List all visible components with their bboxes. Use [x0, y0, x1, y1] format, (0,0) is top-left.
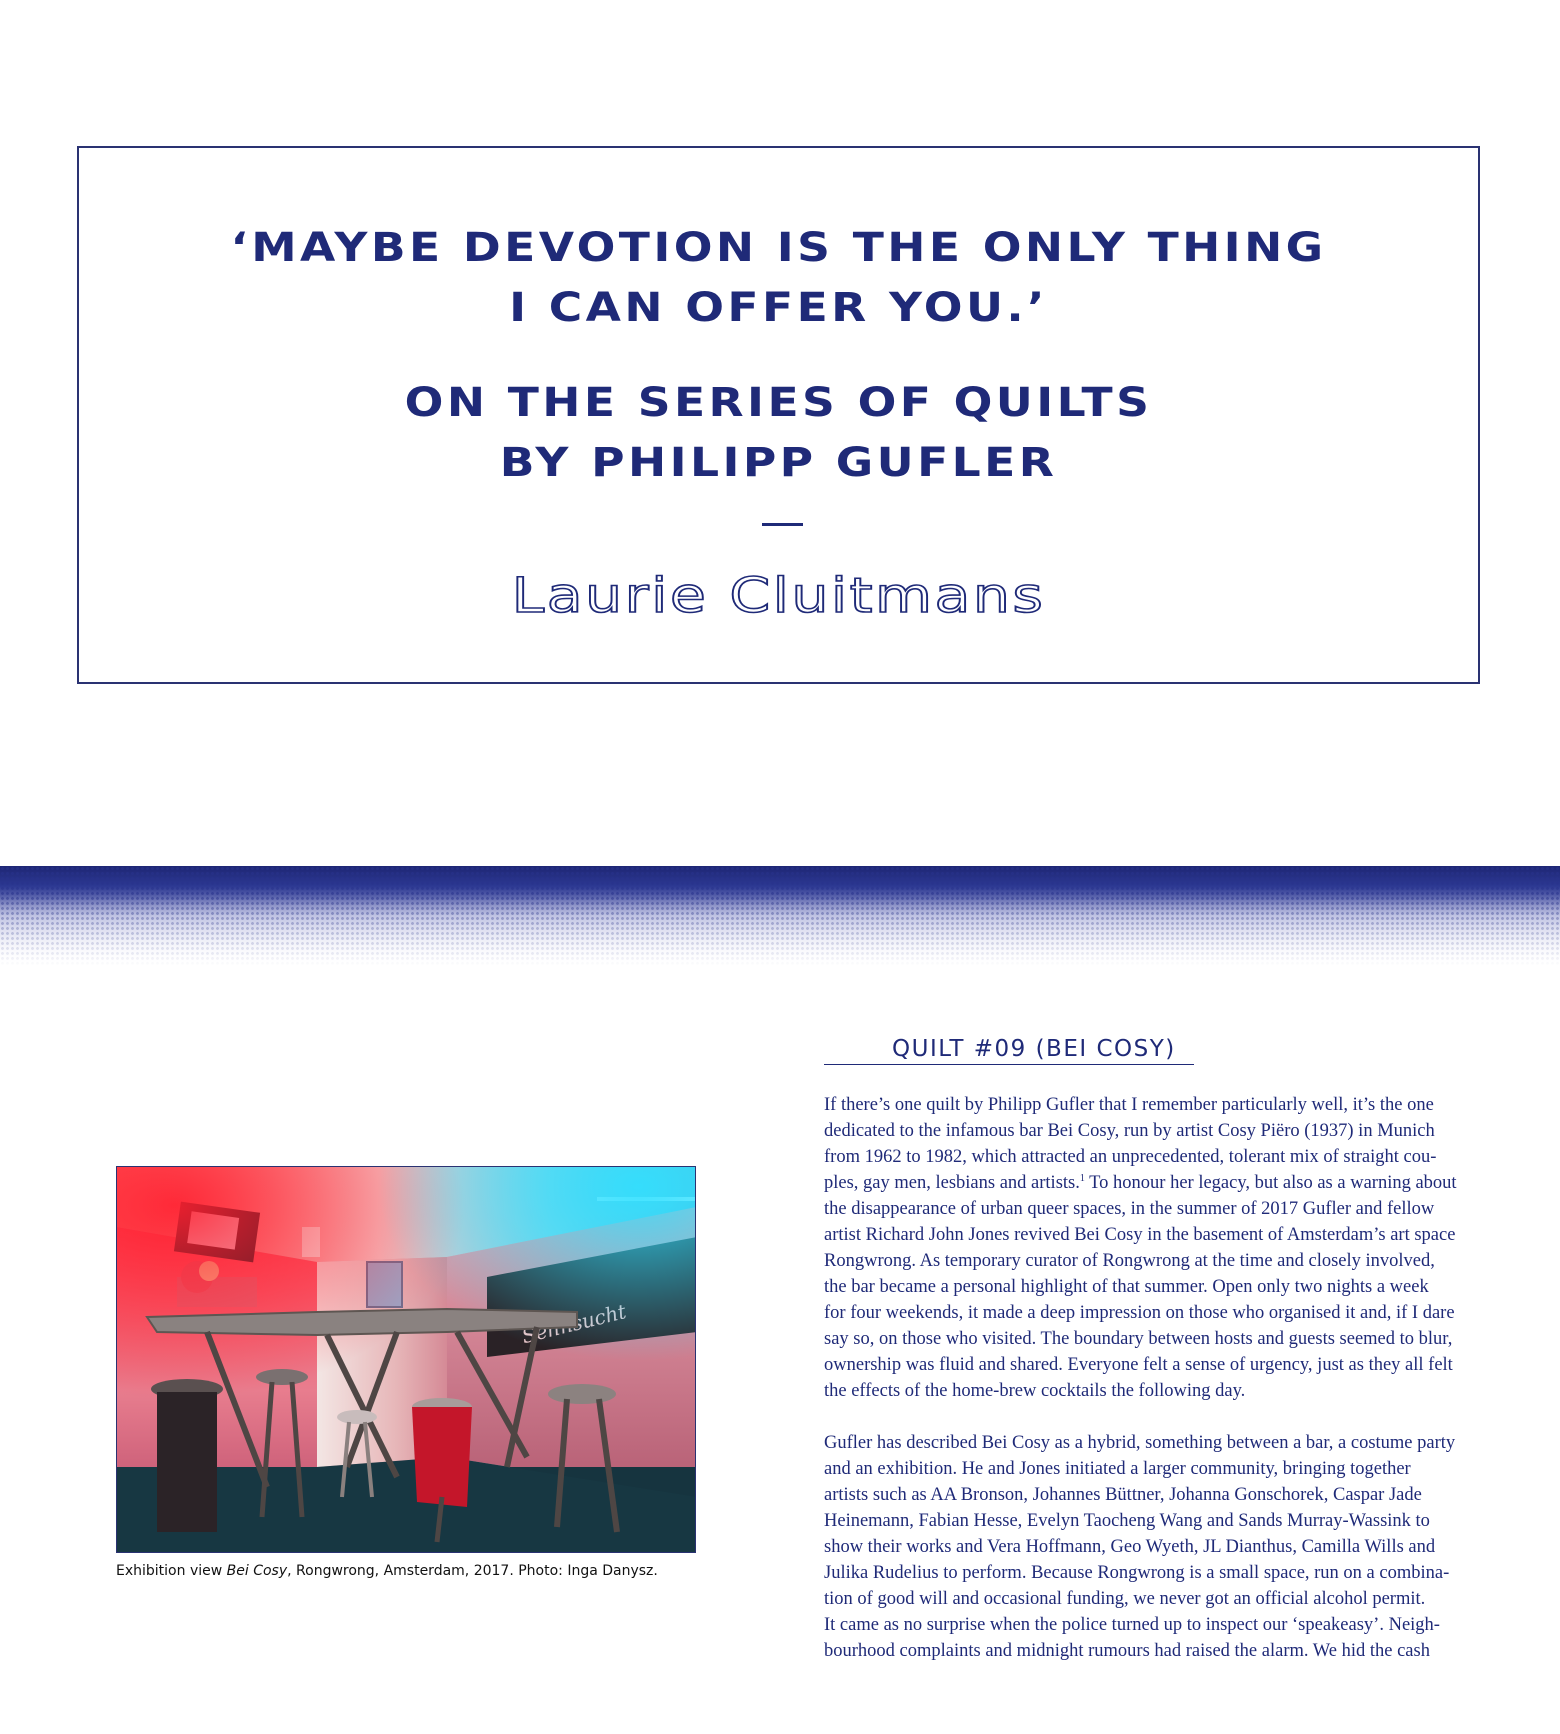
section-heading-rule [824, 1034, 1194, 1065]
text-line: the disappearance of urban queer spaces, in the summer of 2017 Gufler and fellow [824, 1199, 1435, 1219]
article-body [824, 1092, 1484, 1664]
text-line: dedicated to the infamous bar Bei Cosy, run by artist Cosy Piëro (1937) in Munich [824, 1121, 1435, 1141]
text-line: for four weekends, it made a deep impression on those who organised it and, if I dare [824, 1303, 1455, 1323]
text-line: artists such as AA Bronson, Johannes Büttner, Johanna Gonschorek, Caspar Jade [824, 1485, 1422, 1505]
text-line: Julika Rudelius to perform. Because Rongwrong is a small space, run on a combina- [824, 1563, 1450, 1583]
text-line-with-footnote [824, 1170, 1484, 1196]
quote-line-2: I CAN OFFER YOU.’ [509, 285, 1048, 331]
text-line: show their works and Vera Hoffmann, Geo Wyeth, JL Dianthus, Camilla Wills and [824, 1537, 1436, 1557]
text-segment: To honour her legacy, but also as a warning about [1084, 1173, 1457, 1193]
text-line: Rongwrong. As temporary curator of Rongwrong at the time and closely involved, [824, 1251, 1435, 1271]
footnote-marker[interactable]: 1 [1079, 1172, 1085, 1184]
halftone-divider-band [0, 866, 1560, 966]
caption-title: Bei Cosy [226, 1563, 288, 1579]
text-line: bourhood complaints and midnight rumours had raised the alarm. We hid the cash [824, 1641, 1430, 1661]
bar-interior-illustration [117, 1167, 696, 1553]
text-line: ownership was fluid and shared. Everyone felt a sense of urgency, just as they all felt [824, 1355, 1453, 1375]
subtitle-line-2: BY PHILIPP GUFLER [499, 440, 1058, 486]
text-line: Gufler has described Bei Cosy as a hybrid, something between a bar, a costume party [824, 1433, 1456, 1453]
photo-caption [116, 1563, 736, 1579]
title-separator [762, 523, 803, 526]
text-line: artist Richard John Jones revived Bei Cosy in the basement of Amsterdam’s art space [824, 1225, 1456, 1245]
text-line: If there’s one quilt by Philipp Gufler that I remember particularly well, it’s the one [824, 1095, 1434, 1115]
text-line: the bar became a personal highlight of that summer. Open only two nights a week [824, 1277, 1429, 1297]
title-frame [77, 146, 1480, 684]
quote-line-1: ‘MAYBE DEVOTION IS THE ONLY THING [230, 225, 1327, 271]
author-name: Laurie Cluitmans [511, 568, 1046, 624]
text-line: the effects of the home-brew cocktails the following day. [824, 1381, 1246, 1401]
text-line: Heinemann, Fabian Hesse, Evelyn Taocheng Wang and Sands Murray-Wassink to [824, 1511, 1430, 1531]
section-heading: QUILT #09 (BEI COSY) [892, 1036, 1176, 1062]
paragraph-2 [824, 1430, 1484, 1664]
text-line: from 1962 to 1982, which attracted an unprecedented, tolerant mix of straight cou- [824, 1147, 1437, 1167]
caption-prefix: Exhibition view [116, 1563, 227, 1579]
text-line: tion of good will and occasional funding, we never got an official alcohol permit. [824, 1589, 1426, 1609]
article-subtitle [0, 373, 1560, 493]
paragraph-1 [824, 1092, 1484, 1404]
caption-suffix: , Rongwrong, Amsterdam, 2017. Photo: Inga Danysz. [287, 1563, 658, 1579]
exhibition-photo [116, 1166, 696, 1553]
text-line: It came as no surprise when the police turned up to inspect our ‘speakeasy’. Neigh- [824, 1615, 1440, 1635]
subtitle-line-1: ON THE SERIES OF QUILTS [404, 380, 1153, 426]
text-line: and an exhibition. He and Jones initiated a larger community, bringing together [824, 1459, 1411, 1479]
quote-title [0, 218, 1560, 338]
text-line: say so, on those who visited. The boundary between hosts and guests seemed to blur, [824, 1329, 1453, 1349]
text-segment: ples, gay men, lesbians and artists. [824, 1173, 1080, 1193]
